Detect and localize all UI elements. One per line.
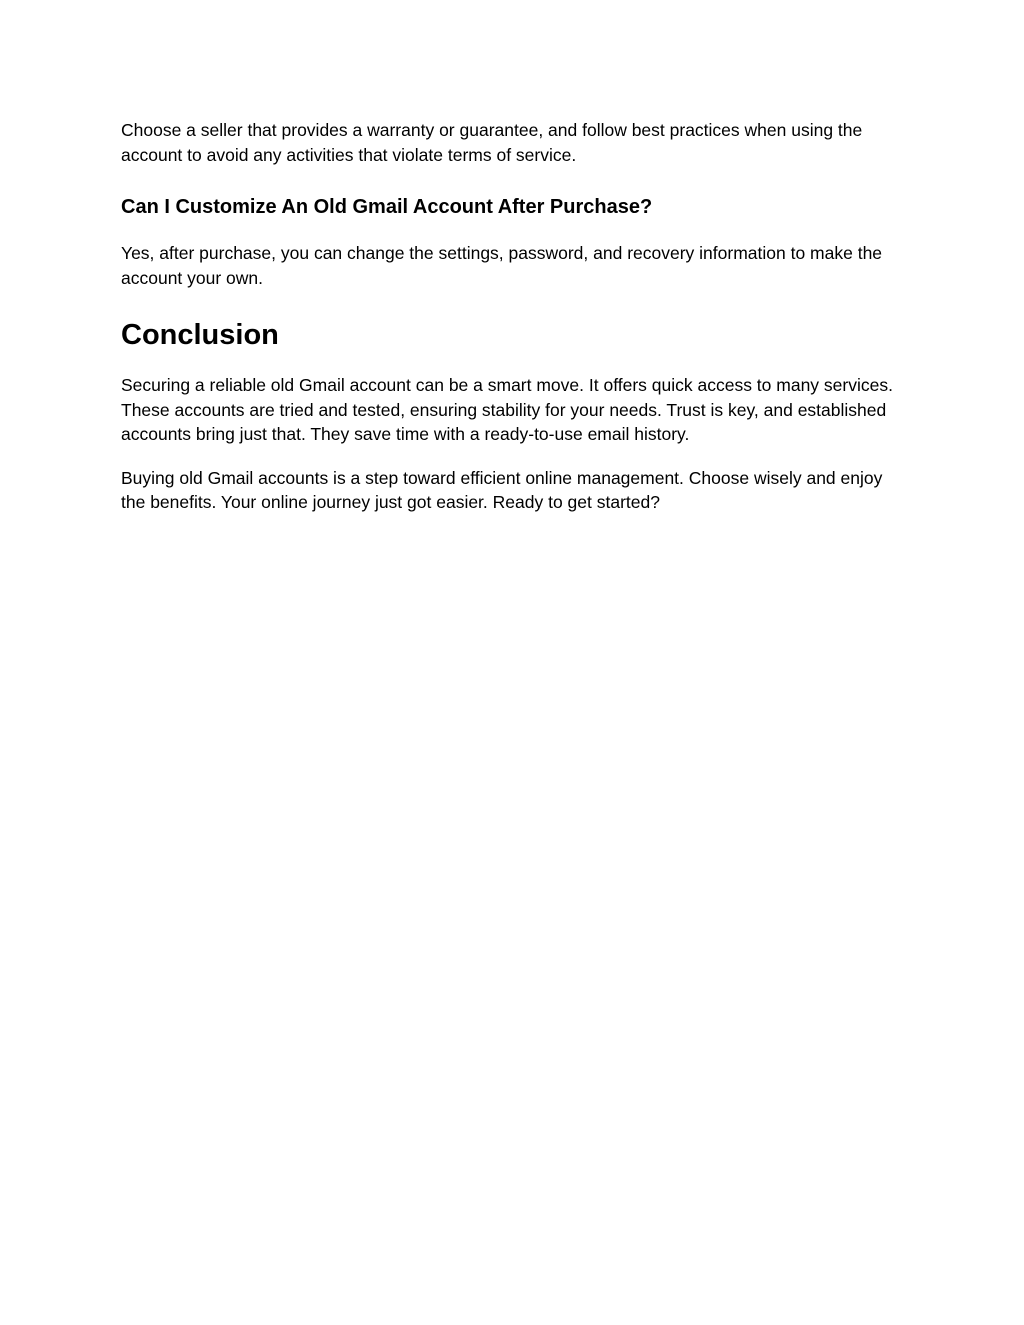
paragraph-conclusion-2: Buying old Gmail accounts is a step toward efficient online management. Choose wisely and enjoy the benefits. Your online journey just got easier. Ready to get started? (121, 467, 883, 512)
heading-conclusion: Conclusion (121, 319, 279, 351)
heading-customize: Can I Customize An Old Gmail Account After Purchase? (121, 196, 653, 218)
paragraph-warranty: Choose a seller that provides a warranty or guarantee, and follow best practices when using the account to avoid any activities that violate terms of service. (121, 120, 863, 165)
paragraph-customize: Yes, after purchase, you can change the settings, password, and recovery information to make the account your own. (121, 243, 883, 288)
document-page (121, 118, 911, 515)
paragraph-conclusion-1: Securing a reliable old Gmail account can be a smart move. It offers quick access to many services. These accounts are tried and tested, ensuring stability for your needs. Trust is key, and established accounts bring just that. They save time with a ready-to-use email history. (121, 375, 893, 444)
